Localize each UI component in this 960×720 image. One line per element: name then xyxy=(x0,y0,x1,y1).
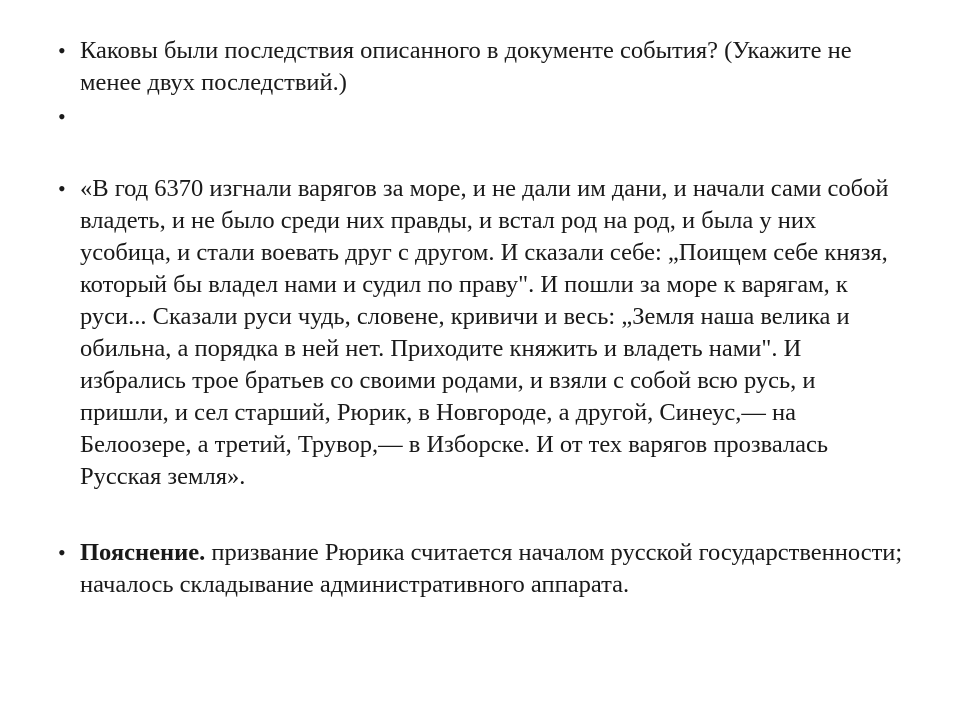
bullet-dot: • xyxy=(58,38,66,63)
bullet-dot: • xyxy=(58,104,66,129)
bullet-dot: • xyxy=(58,176,66,201)
explanation-text: призвание Рюрика считается началом русской государственности; началось складывание административного аппарата. xyxy=(80,539,903,598)
explanation-text-wrapper xyxy=(80,537,905,601)
question-text: Каковы были последствия описанного в документе события? (Укажите не менее двух последствий.) xyxy=(80,37,852,96)
bullet-dot: • xyxy=(58,540,66,565)
document-quote-text: «В год 6370 изгнали варягов за море, и не дали им дани, и начали сами собой владеть, и не было среди них правды, и встал род на род, и была у них усобица, и стали воевать друг с другом. И сказали себе: „Поищем себе князя, который бы владел нами и судил по праву". И пошли за море к варягам, к руси... Сказали руси чудь, словене, кривичи и весь: „Земля наша велика и обильна, а порядка в ней нет. Приходите княжить и владеть нами". И избрались трое братьев со своими родами, и взяли с собой всю русь, и пришли, и сел старший, Рюрик, в Новгороде, а другой, Синеус,— на Белоозере, а третий, Трувор,— в Изборске. И от тех варягов прозвалась Русская земля». xyxy=(80,175,889,490)
explanation-label: Пояснение. xyxy=(80,539,206,566)
